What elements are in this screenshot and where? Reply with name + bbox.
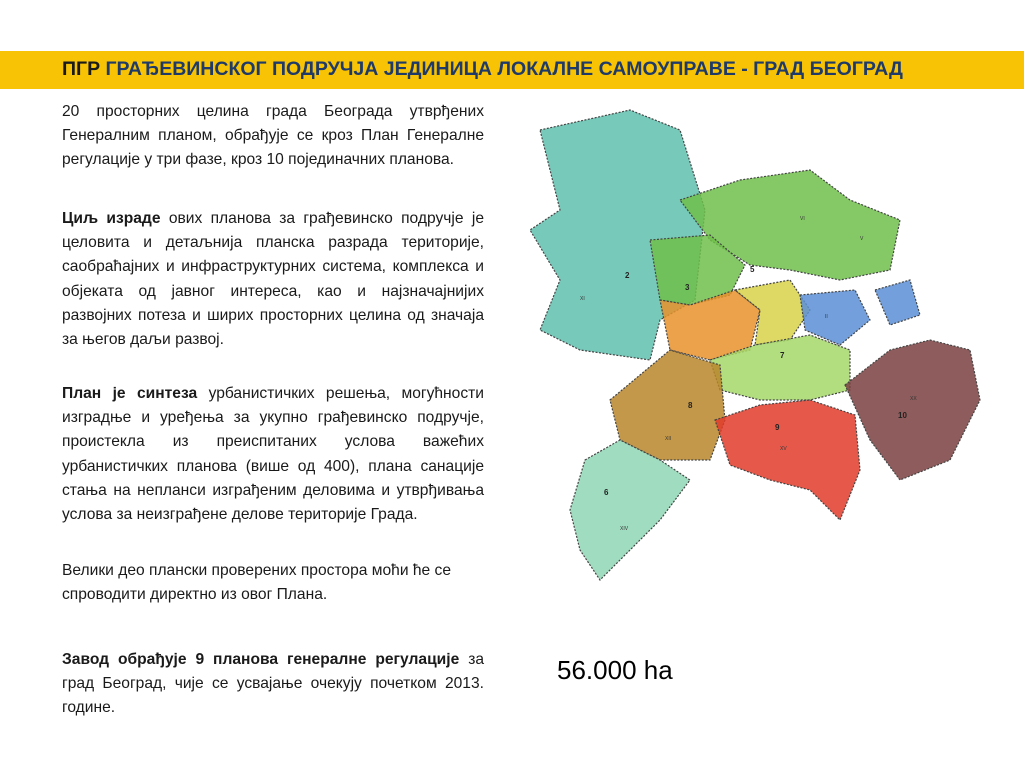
synthesis-bold: План је синтеза	[62, 385, 198, 402]
goal-text: ових планова за грађевинско подручје је целовита и детаљнија планска разрада територије, саобраћајних и инфраструктурних система, комплекса и објеката од јавног интереса, као и најзначајнијих развојних потеза и ширих просторних целина од значаја за његов даљи развој.	[62, 210, 484, 349]
map-number-7: 7	[780, 351, 785, 360]
paragraph-institute	[62, 648, 484, 721]
zone-xiv	[570, 440, 690, 580]
zone-vi-label: VI	[800, 216, 805, 222]
zoning-map	[510, 100, 1010, 600]
map-number-5: 5	[750, 265, 755, 274]
goal-bold: Циљ израде	[62, 210, 161, 227]
paragraph-implementation: Велики део плански проверених простора моћи ће се спроводити директно из овог Плана.	[62, 562, 452, 604]
page-title	[62, 58, 903, 81]
zone-iii	[875, 280, 920, 325]
title-text: ГРАЂЕВИНСКОГ ПОДРУЧЈА ЈЕДИНИЦА ЛОКАЛНЕ САМОУПРАВЕ - ГРАД БЕОГРАД	[105, 58, 903, 80]
map-number-2: 2	[625, 271, 630, 280]
zone-xii-label: XII	[665, 436, 672, 442]
zone-xii	[610, 350, 725, 460]
paragraph-goal	[62, 207, 484, 352]
institute-text: за град Београд, чије се усвајање очекују почетком 2013. године.	[62, 651, 485, 717]
map-number-10: 10	[898, 411, 907, 420]
zone-xx	[845, 340, 980, 480]
zone-xi-label: XI	[580, 296, 585, 302]
map-number-9: 9	[775, 423, 780, 432]
zone-ii-label: II	[825, 314, 828, 320]
paragraph-synthesis	[62, 382, 484, 527]
area-value: 56.000 ha	[557, 655, 673, 685]
zone-v-label: V	[860, 236, 864, 242]
title-prefix: ПГР	[62, 58, 101, 80]
synthesis-text: урбанистичких решења, могућности изградње и уређења за укупно грађевинско подручје, проистекла из преиспитаних услова важећих урбанистичких планова (више од 400), плана санације стања на непланси изграђеним деловима и утврђивања услова за неизграђене делове територије Града.	[62, 385, 484, 524]
zone-xiv-label: XIV	[620, 526, 629, 532]
map-number-6: 6	[604, 488, 609, 497]
zone-xv	[715, 400, 860, 520]
zone-xx-label: XX	[910, 396, 917, 402]
paragraph-intro: 20 просторних целина града Београда утврђених Генералним планом, обрађује се кроз План Генералне регулације у три фазе, кроз 10 појединачних планова.	[62, 103, 484, 169]
zone-xv-label: XV	[780, 446, 787, 452]
map-number-3: 3	[685, 283, 690, 292]
map-number-8: 8	[688, 401, 693, 410]
institute-bold: Завод обрађује 9 планова генералне регулације	[62, 651, 460, 668]
